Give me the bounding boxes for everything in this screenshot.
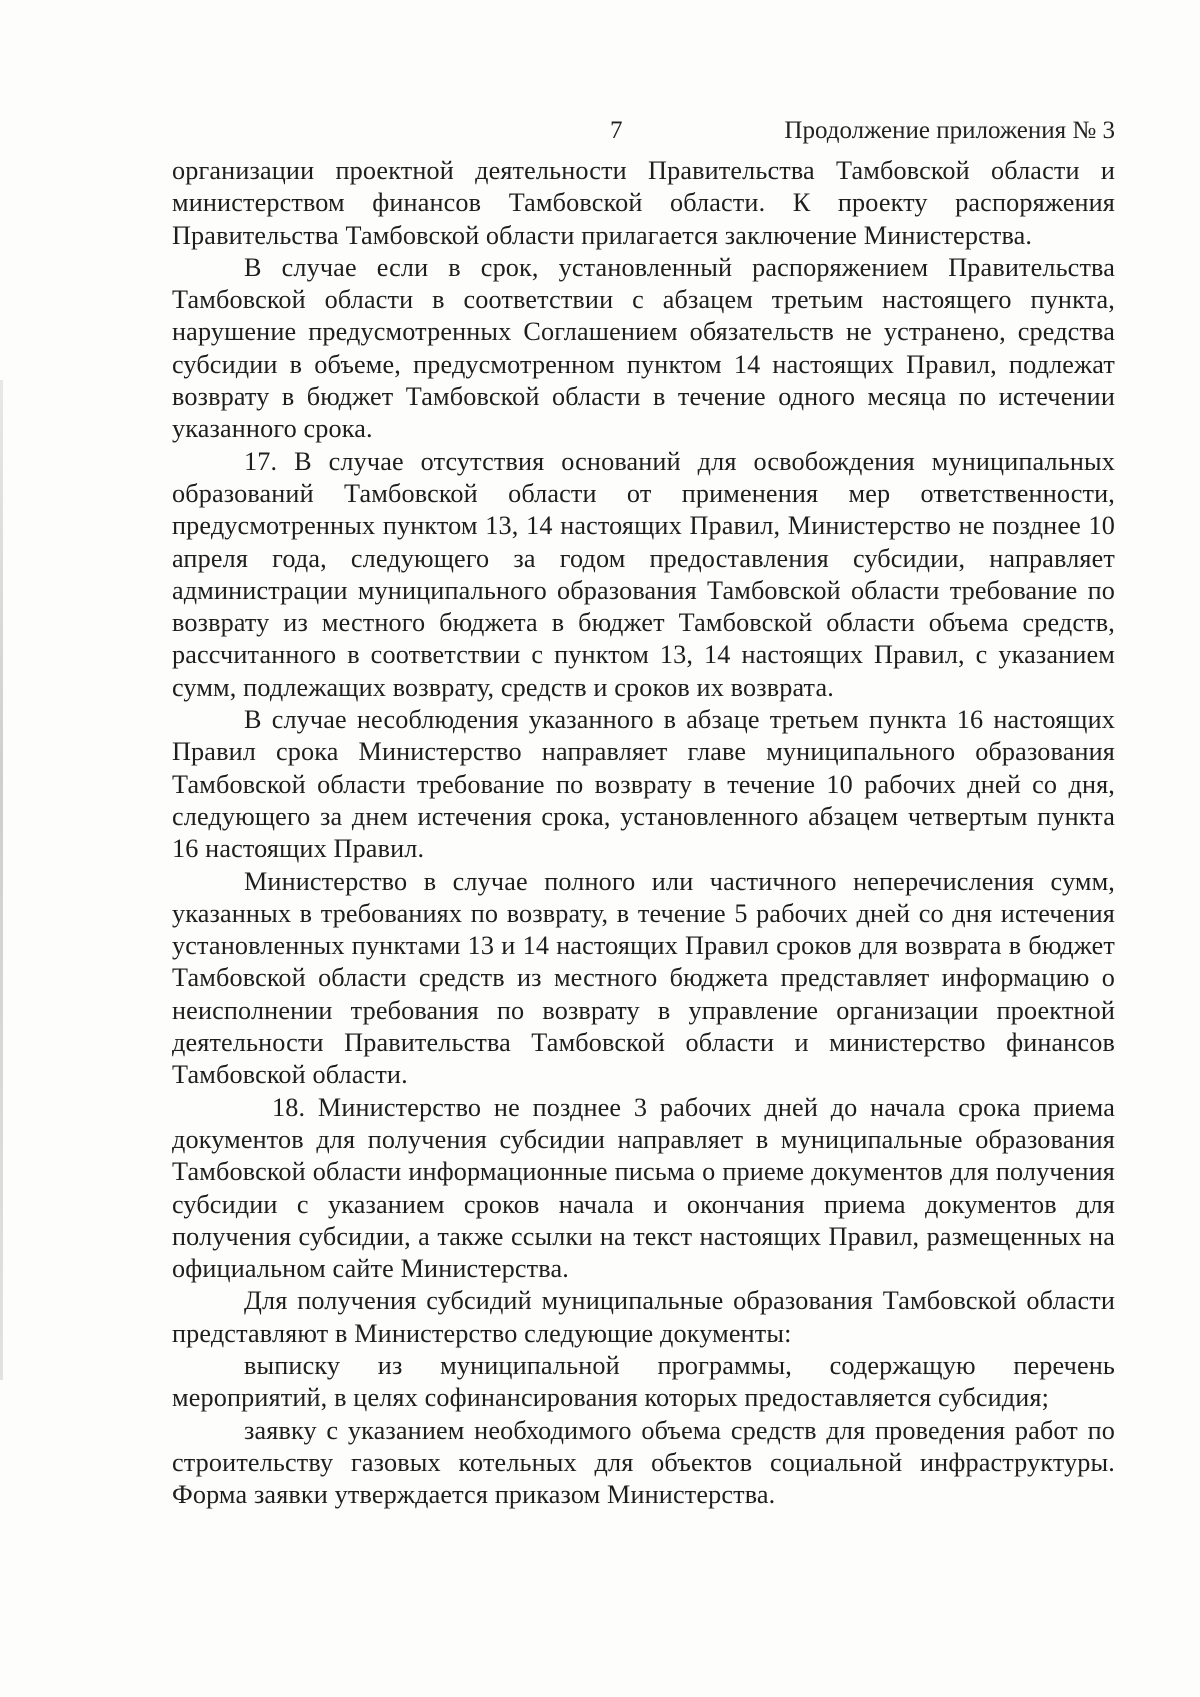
paragraph-deadline-noncompliance: В случае несоблюдения указанного в абзаце третьем пункта 16 настоящих Правил срока Министерство направляет главе муниципального образования Тамбовской области требование по возврату в течение 10 рабочих дней со дня, следующего за днем истечения срока, установленного абзацем четвертым пункта 16 настоящих Правил.	[172, 705, 1115, 864]
paragraph-non-transfer: Министерство в случае полного или частичного неперечисления сумм, указанных в требованиях по возврату, в течение 5 рабочих дней со дня истечения установленных пунктами 13 и 14 настоящих Правил сроков для возврата в бюджет Тамбовской области средств из местного бюджета представляет информацию о неисполнении требования по возврату в управление организации проектной деятельности Правительства Тамбовской области и министерство финансов Тамбовской области.	[172, 866, 1115, 1090]
paragraph-18: 18. Министерство не позднее 3 рабочих дней до начала срока приема документов для получения субсидии направляет в муниципальные образования Тамбовской области информационные письма о приеме документов для получения субсидии с указанием сроков начала и окончания приема документов для получения субсидии, а также ссылки на текст настоящих Правил, размещенных на официальном сайте Министерства.	[172, 1092, 1115, 1284]
scan-edge-shadow	[0, 380, 3, 1380]
document-body	[172, 155, 1115, 1511]
appendix-continuation-label: Продолжение приложения № 3	[784, 117, 1115, 144]
list-item-application: заявку с указанием необходимого объема средств для проведения работ по строительству газовых котельных для объектов социальной инфраструктуры. Форма заявки утверждается приказом Министерства.	[172, 1415, 1115, 1510]
paragraph-continued: организации проектной деятельности Правительства Тамбовской области и министерством финансов Тамбовской области. К проекту распоряжения Правительства Тамбовской области прилагается заключение Министерства.	[172, 156, 1115, 250]
paragraph-17: 17. В случае отсутствия оснований для освобождения муниципальных образований Тамбовской области от применения мер ответственности, предусмотренных пунктом 13, 14 настоящих Правил, Министерство не позднее 10 апреля года, следующего за годом предоставления субсидии, направляет администрации муниципального образования Тамбовской области требование по возврату из местного бюджета в бюджет Тамбовской области объема средств, рассчитанного в соответствии с пунктом 13, 14 настоящих Правил, с указанием сумм, подлежащих возврату, средств и сроков их возврата.	[172, 446, 1115, 702]
page-header	[0, 117, 1200, 147]
page-number: 7	[610, 117, 623, 144]
paragraph-violation-not-eliminated: В случае если в срок, установленный распоряжением Правительства Тамбовской области в соответствии с абзацем третьим настоящего пункта, нарушение предусмотренных Соглашением обязательств не устранено, средства субсидии в объеме, предусмотренном пунктом 14 настоящих Правил, подлежат возврату в бюджет Тамбовской области в течение одного месяца по истечении указанного срока.	[172, 252, 1115, 444]
paragraph-documents-intro: Для получения субсидий муниципальные образования Тамбовской области представляют в Министерство следующие документы:	[172, 1286, 1115, 1348]
list-item-program-extract: выписку из муниципальной программы, содержащую перечень мероприятий, в целях софинансирования которых предоставляется субсидия;	[172, 1350, 1115, 1413]
